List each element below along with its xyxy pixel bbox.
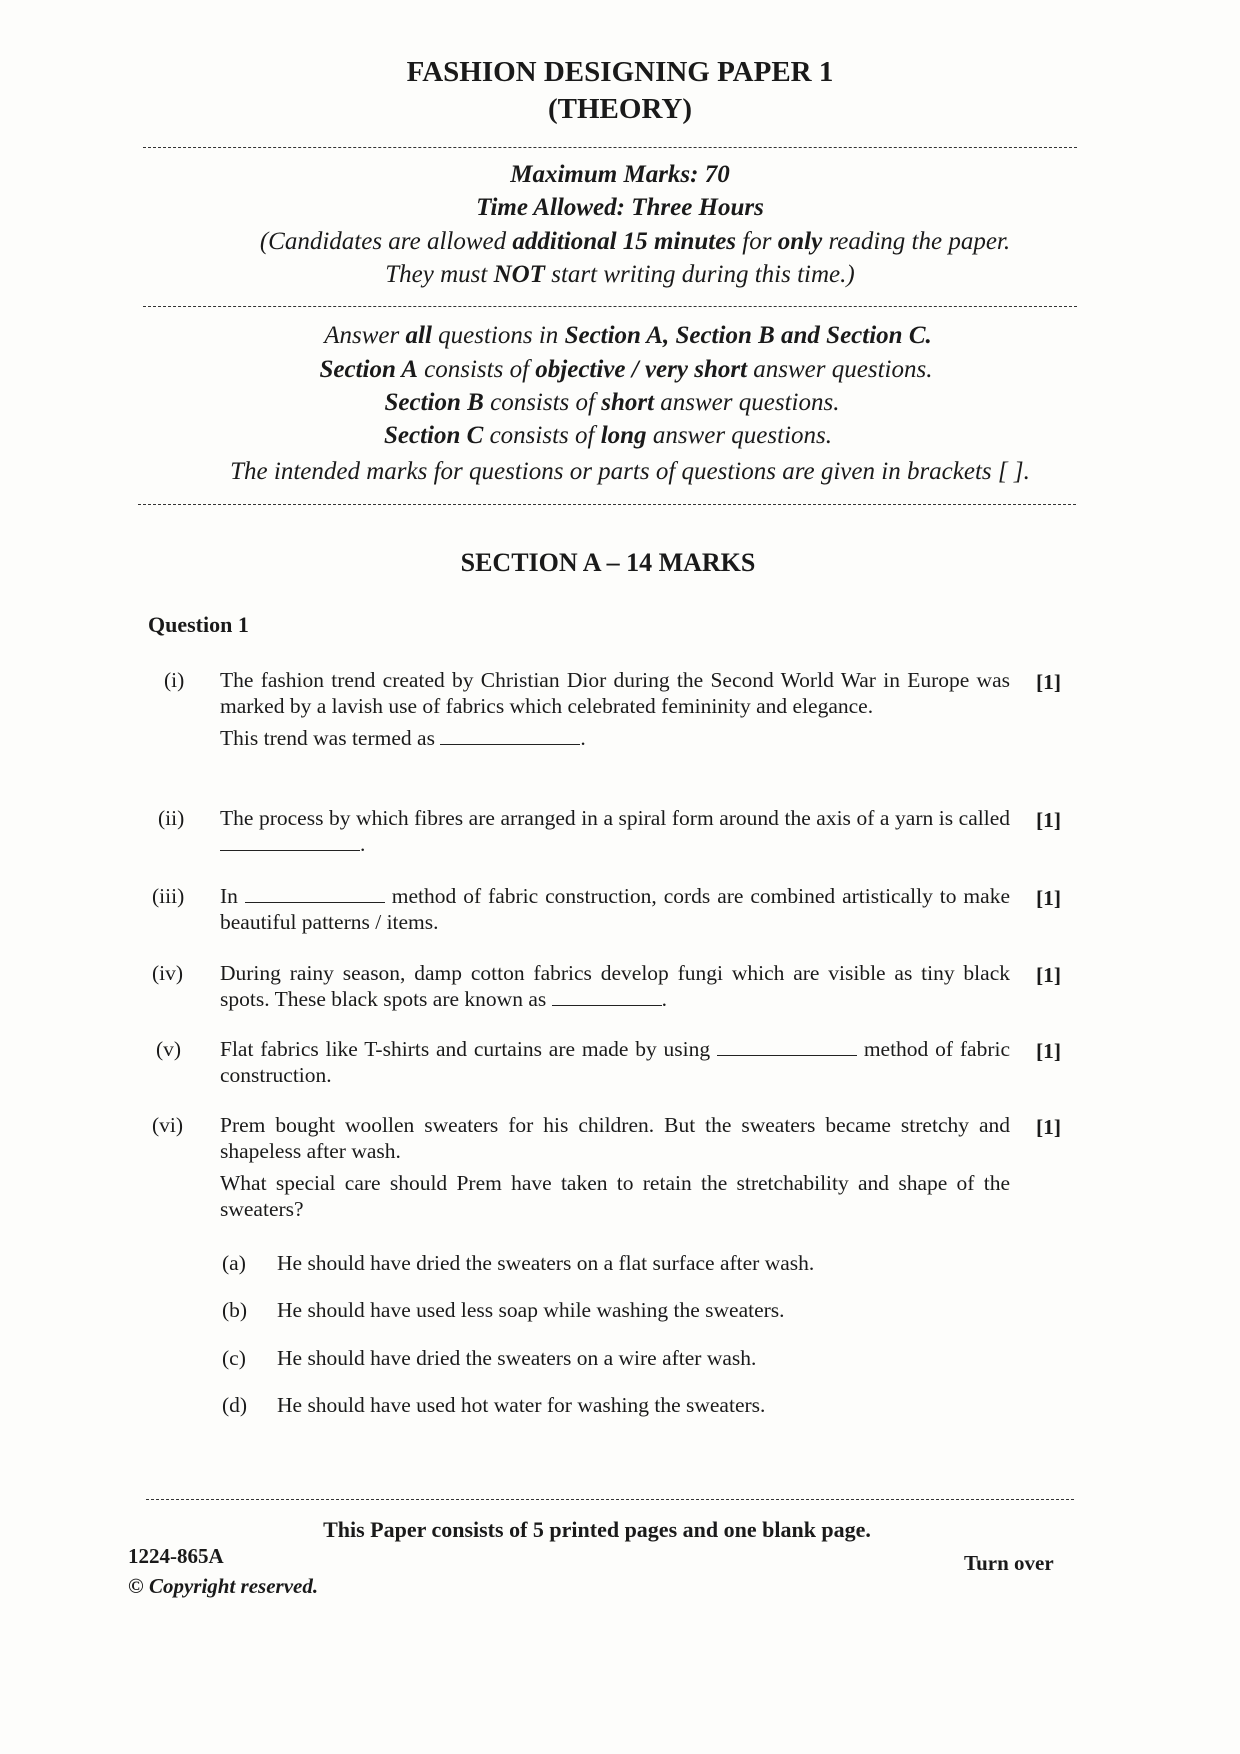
paper-title: FASHION DESIGNING PAPER 1 bbox=[406, 56, 834, 88]
note-text: reading the paper. bbox=[822, 228, 1011, 255]
option-label: (b) bbox=[222, 1298, 248, 1322]
part-text-post: method of fabric construction. bbox=[220, 1037, 1010, 1087]
part-text bbox=[220, 960, 1010, 1012]
note-text: for bbox=[736, 228, 778, 255]
instr-emphasis: Section C bbox=[384, 422, 484, 449]
instr-text: answer questions. bbox=[654, 389, 840, 416]
divider bbox=[146, 1499, 1074, 1500]
part-number: (vi) bbox=[152, 1113, 184, 1137]
paper-subtitle: (THEORY) bbox=[548, 93, 692, 125]
part-number: (ii) bbox=[158, 806, 185, 830]
part-text bbox=[220, 883, 1010, 935]
part-text bbox=[220, 805, 1010, 857]
part-text-line bbox=[220, 725, 1010, 751]
option-text: He should have used less soap while washing the sweaters. bbox=[277, 1298, 785, 1322]
marks-label: [1] bbox=[1036, 808, 1062, 832]
note-emphasis: NOT bbox=[493, 261, 545, 288]
option-label: (d) bbox=[222, 1393, 248, 1417]
marks-label: [1] bbox=[1036, 963, 1062, 987]
answer-blank bbox=[552, 987, 662, 1006]
marks-label: [1] bbox=[1036, 1115, 1062, 1139]
instr-text: answer questions. bbox=[646, 422, 832, 449]
instr-text: consists of bbox=[483, 389, 602, 416]
instr-emphasis: Section A, Section B and Section C. bbox=[564, 322, 932, 349]
marks-label: [1] bbox=[1036, 670, 1062, 694]
divider bbox=[143, 147, 1077, 148]
part-text-pre: During rainy season, damp cotton fabrics develop fungi which are visible as tiny black spots. These black spots are known as bbox=[220, 961, 1010, 1011]
answer-blank bbox=[245, 884, 385, 903]
instruction-line-4 bbox=[0, 419, 1228, 452]
note-emphasis: only bbox=[777, 228, 823, 255]
instruction-line-5: The intended marks for questions or parts of questions are given in brackets [ ]. bbox=[230, 458, 1030, 485]
instr-emphasis: long bbox=[600, 422, 647, 449]
instr-text: questions in bbox=[431, 322, 565, 349]
instruction-line-1 bbox=[8, 319, 1240, 352]
instr-text: answer questions. bbox=[747, 356, 933, 383]
part-text-pre: The process by which fibres are arranged in a spiral form around the axis of a yarn is called bbox=[220, 806, 1010, 830]
instr-text: consists of bbox=[483, 422, 601, 449]
option-text: He should have dried the sweaters on a flat surface after wash. bbox=[277, 1251, 815, 1275]
instr-text: consists of bbox=[417, 356, 536, 383]
note-text: start writing during this time.) bbox=[544, 261, 855, 288]
writing-note bbox=[0, 258, 1240, 291]
option-text: He should have dried the sweaters on a wire after wash. bbox=[277, 1346, 757, 1370]
part-text bbox=[220, 1036, 1010, 1088]
answer-blank bbox=[717, 1037, 857, 1056]
instr-emphasis: all bbox=[405, 322, 432, 349]
note-text: (Candidates are allowed bbox=[259, 228, 513, 255]
part-text-post: . bbox=[360, 832, 366, 856]
part-number: (iii) bbox=[152, 884, 185, 908]
part-text-post: method of fabric construction, cords are combined artistically to make beautiful patterns / items. bbox=[220, 884, 1010, 934]
part-text-pre: Flat fabrics like T-shirts and curtains are made by using bbox=[220, 1037, 717, 1061]
part-text bbox=[220, 667, 1010, 751]
section-heading: SECTION A – 14 MARKS bbox=[460, 548, 756, 577]
divider bbox=[143, 306, 1077, 307]
instr-emphasis: short bbox=[601, 389, 655, 416]
option-label: (c) bbox=[222, 1346, 246, 1370]
note-emphasis: additional 15 minutes bbox=[512, 228, 737, 255]
copyright: © Copyright reserved. bbox=[128, 1574, 319, 1598]
part-text-body: Prem bought woollen sweaters for his children. But the sweaters became stretchy and shapeless after wash. bbox=[220, 1113, 1010, 1163]
part-text-post: . bbox=[580, 726, 586, 750]
instruction-line-2 bbox=[6, 353, 1240, 386]
answer-blank bbox=[220, 832, 360, 851]
instr-text: Answer bbox=[324, 322, 406, 349]
part-text-pre: This trend was termed as bbox=[220, 726, 441, 750]
instr-emphasis: objective / very short bbox=[535, 356, 748, 383]
part-number: (iv) bbox=[152, 961, 184, 985]
question-label: Question 1 bbox=[148, 612, 249, 637]
time-allowed: Time Allowed: Three Hours bbox=[476, 194, 764, 221]
turn-over: Turn over bbox=[964, 1551, 1054, 1575]
instr-emphasis: Section B bbox=[384, 389, 484, 416]
marks-label: [1] bbox=[1036, 886, 1062, 910]
paper-code: 1224-865A bbox=[128, 1544, 224, 1568]
part-text-body: The fashion trend created by Christian Dior during the Second World War in Europe was marked by a lavish use of fabrics which celebrated femininity and elegance. bbox=[220, 668, 1010, 718]
reading-time-note bbox=[15, 225, 1240, 258]
part-text-body: What special care should Prem have taken to retain the stretchability and shape of the sweaters? bbox=[220, 1171, 1010, 1221]
instruction-line-3 bbox=[0, 386, 1232, 419]
part-text-post: . bbox=[661, 987, 667, 1011]
marks-label: [1] bbox=[1036, 1039, 1062, 1063]
max-marks: Maximum Marks: 70 bbox=[510, 161, 730, 188]
answer-blank bbox=[440, 726, 580, 745]
part-number: (v) bbox=[156, 1037, 182, 1061]
part-text-pre: In bbox=[220, 884, 245, 908]
pages-note: This Paper consists of 5 printed pages and one blank page. bbox=[323, 1517, 871, 1542]
part-number: (i) bbox=[164, 668, 185, 692]
option-text: He should have used hot water for washing the sweaters. bbox=[277, 1393, 766, 1417]
note-text: They must bbox=[385, 261, 494, 288]
divider bbox=[138, 504, 1076, 505]
part-text bbox=[220, 1112, 1010, 1222]
instr-emphasis: Section A bbox=[319, 356, 418, 383]
option-label: (a) bbox=[222, 1251, 246, 1275]
